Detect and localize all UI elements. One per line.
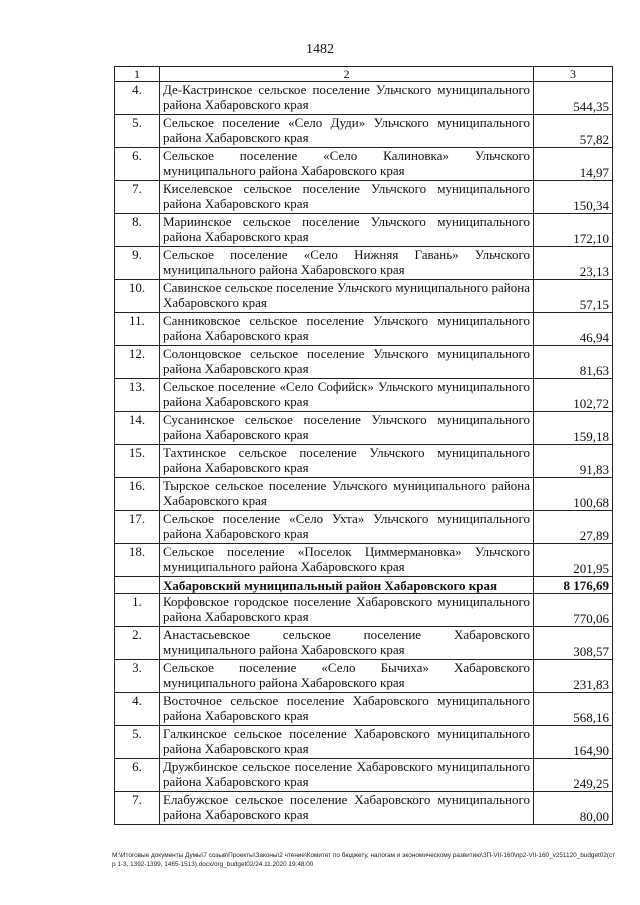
row-settlement-name: Де-Кастринское сельское поселение Ульчского муниципального района Хабаровского края [160,82,534,115]
table-row [115,594,613,627]
row-settlement-name: Сельское поселение «Село Калиновка» Ульчского муниципального района Хабаровского края [160,148,534,181]
table-row [115,247,613,280]
row-number: 6. [115,759,160,792]
row-settlement-name: Сельское поселение «Село Дуди» Ульчского муниципального района Хабаровского края [160,115,534,148]
file-path-footer: M:\Итоговые документы Думы\7 созыв\Проекты\Законы\2 чтение\Комитет по бюджету, налогам и экономическому развитию\ЗП-VII-160\пр2-VII-160_v251120_budget02(стр 1-3, 1392-1399, 1465-1513).docx/org_budget02/24.11.2020 19:48:00 [112,852,616,868]
row-settlement-name: Дружбинское сельское поселение Хабаровского муниципального района Хабаровского края [160,759,534,792]
table-row [115,115,613,148]
row-number: 10. [115,280,160,313]
table-row [115,412,613,445]
row-number: 4. [115,693,160,726]
row-amount: 231,83 [534,660,613,693]
table-row [115,693,613,726]
total-number-cell [115,577,160,594]
table-row [115,313,613,346]
row-settlement-name: Сельское поселение «Село Ухта» Ульчского муниципального района Хабаровского края [160,511,534,544]
row-amount: 14,97 [534,148,613,181]
row-amount: 102,72 [534,379,613,412]
row-settlement-name: Анастасьевское сельское поселение Хабаровского муниципального района Хабаровского края [160,627,534,660]
row-number: 5. [115,115,160,148]
row-amount: 770,06 [534,594,613,627]
row-number: 7. [115,181,160,214]
table-row [115,792,613,825]
row-amount: 159,18 [534,412,613,445]
district-name: Хабаровский муниципальный район Хабаровского края [160,577,534,594]
row-amount: 91,83 [534,445,613,478]
row-settlement-name: Сельское поселение «Поселок Циммермановка» Ульчского муниципального района Хабаровского края [160,544,534,577]
row-number: 17. [115,511,160,544]
row-settlement-name: Солонцовское сельское поселение Ульчского муниципального района Хабаровского края [160,346,534,379]
row-amount: 100,68 [534,478,613,511]
row-number: 3. [115,660,160,693]
row-settlement-name: Галкинское сельское поселение Хабаровского муниципального района Хабаровского края [160,726,534,759]
header-col-2: 2 [160,67,534,82]
row-amount: 23,13 [534,247,613,280]
row-number: 8. [115,214,160,247]
row-amount: 249,25 [534,759,613,792]
table-row [115,379,613,412]
table-row [115,181,613,214]
table-row [115,478,613,511]
district-total-row [115,577,613,594]
row-settlement-name: Санниковское сельское поселение Ульчского муниципального района Хабаровского края [160,313,534,346]
row-number: 7. [115,792,160,825]
row-amount: 308,57 [534,627,613,660]
row-amount: 172,10 [534,214,613,247]
row-settlement-name: Сельское поселение «Село Софийск» Ульчского муниципального района Хабаровского края [160,379,534,412]
row-number: 11. [115,313,160,346]
row-amount: 80,00 [534,792,613,825]
table-row [115,759,613,792]
row-settlement-name: Киселевское сельское поселение Ульчского муниципального района Хабаровского края [160,181,534,214]
row-settlement-name: Елабужское сельское поселение Хабаровского муниципального района Хабаровского края [160,792,534,825]
row-amount: 46,94 [534,313,613,346]
row-settlement-name: Тахтинское сельское поселение Ульчского муниципального района Хабаровского края [160,445,534,478]
row-amount: 544,35 [534,82,613,115]
row-number: 1. [115,594,160,627]
table-row [115,346,613,379]
row-number: 16. [115,478,160,511]
table-row [115,82,613,115]
row-amount: 27,89 [534,511,613,544]
row-amount: 81,63 [534,346,613,379]
row-amount: 164,90 [534,726,613,759]
row-number: 12. [115,346,160,379]
row-amount: 568,16 [534,693,613,726]
table-row [115,726,613,759]
row-amount: 150,34 [534,181,613,214]
row-settlement-name: Тырское сельское поселение Ульчского муниципального района Хабаровского края [160,478,534,511]
row-settlement-name: Корфовское городское поселение Хабаровского муниципального района Хабаровского края [160,594,534,627]
table-row [115,660,613,693]
table-row [115,544,613,577]
row-number: 13. [115,379,160,412]
header-col-1: 1 [115,67,160,82]
row-settlement-name: Сельское поселение «Село Бычиха» Хабаровского муниципального района Хабаровского края [160,660,534,693]
row-settlement-name: Савинское сельское поселение Ульчского муниципального района Хабаровского края [160,280,534,313]
row-settlement-name: Сельское поселение «Село Нижняя Гавань» Ульчского муниципального района Хабаровского края [160,247,534,280]
table-header-row [115,67,613,82]
table-row [115,148,613,181]
row-amount: 201,95 [534,544,613,577]
table-row [115,214,613,247]
district-total-amount: 8 176,69 [534,577,613,594]
row-number: 18. [115,544,160,577]
table-row [115,511,613,544]
row-amount: 57,15 [534,280,613,313]
table-row [115,445,613,478]
row-number: 2. [115,627,160,660]
header-col-3: 3 [534,67,613,82]
row-settlement-name: Мариинское сельское поселение Ульчского муниципального района Хабаровского края [160,214,534,247]
row-number: 9. [115,247,160,280]
row-number: 14. [115,412,160,445]
row-number: 5. [115,726,160,759]
page-number: 1482 [306,42,334,57]
row-number: 15. [115,445,160,478]
table-row [115,627,613,660]
row-amount: 57,82 [534,115,613,148]
budget-table [114,66,613,825]
row-number: 4. [115,82,160,115]
row-settlement-name: Сусанинское сельское поселение Ульчского муниципального района Хабаровского края [160,412,534,445]
table-row [115,280,613,313]
row-number: 6. [115,148,160,181]
row-settlement-name: Восточное сельское поселение Хабаровского муниципального района Хабаровского края [160,693,534,726]
